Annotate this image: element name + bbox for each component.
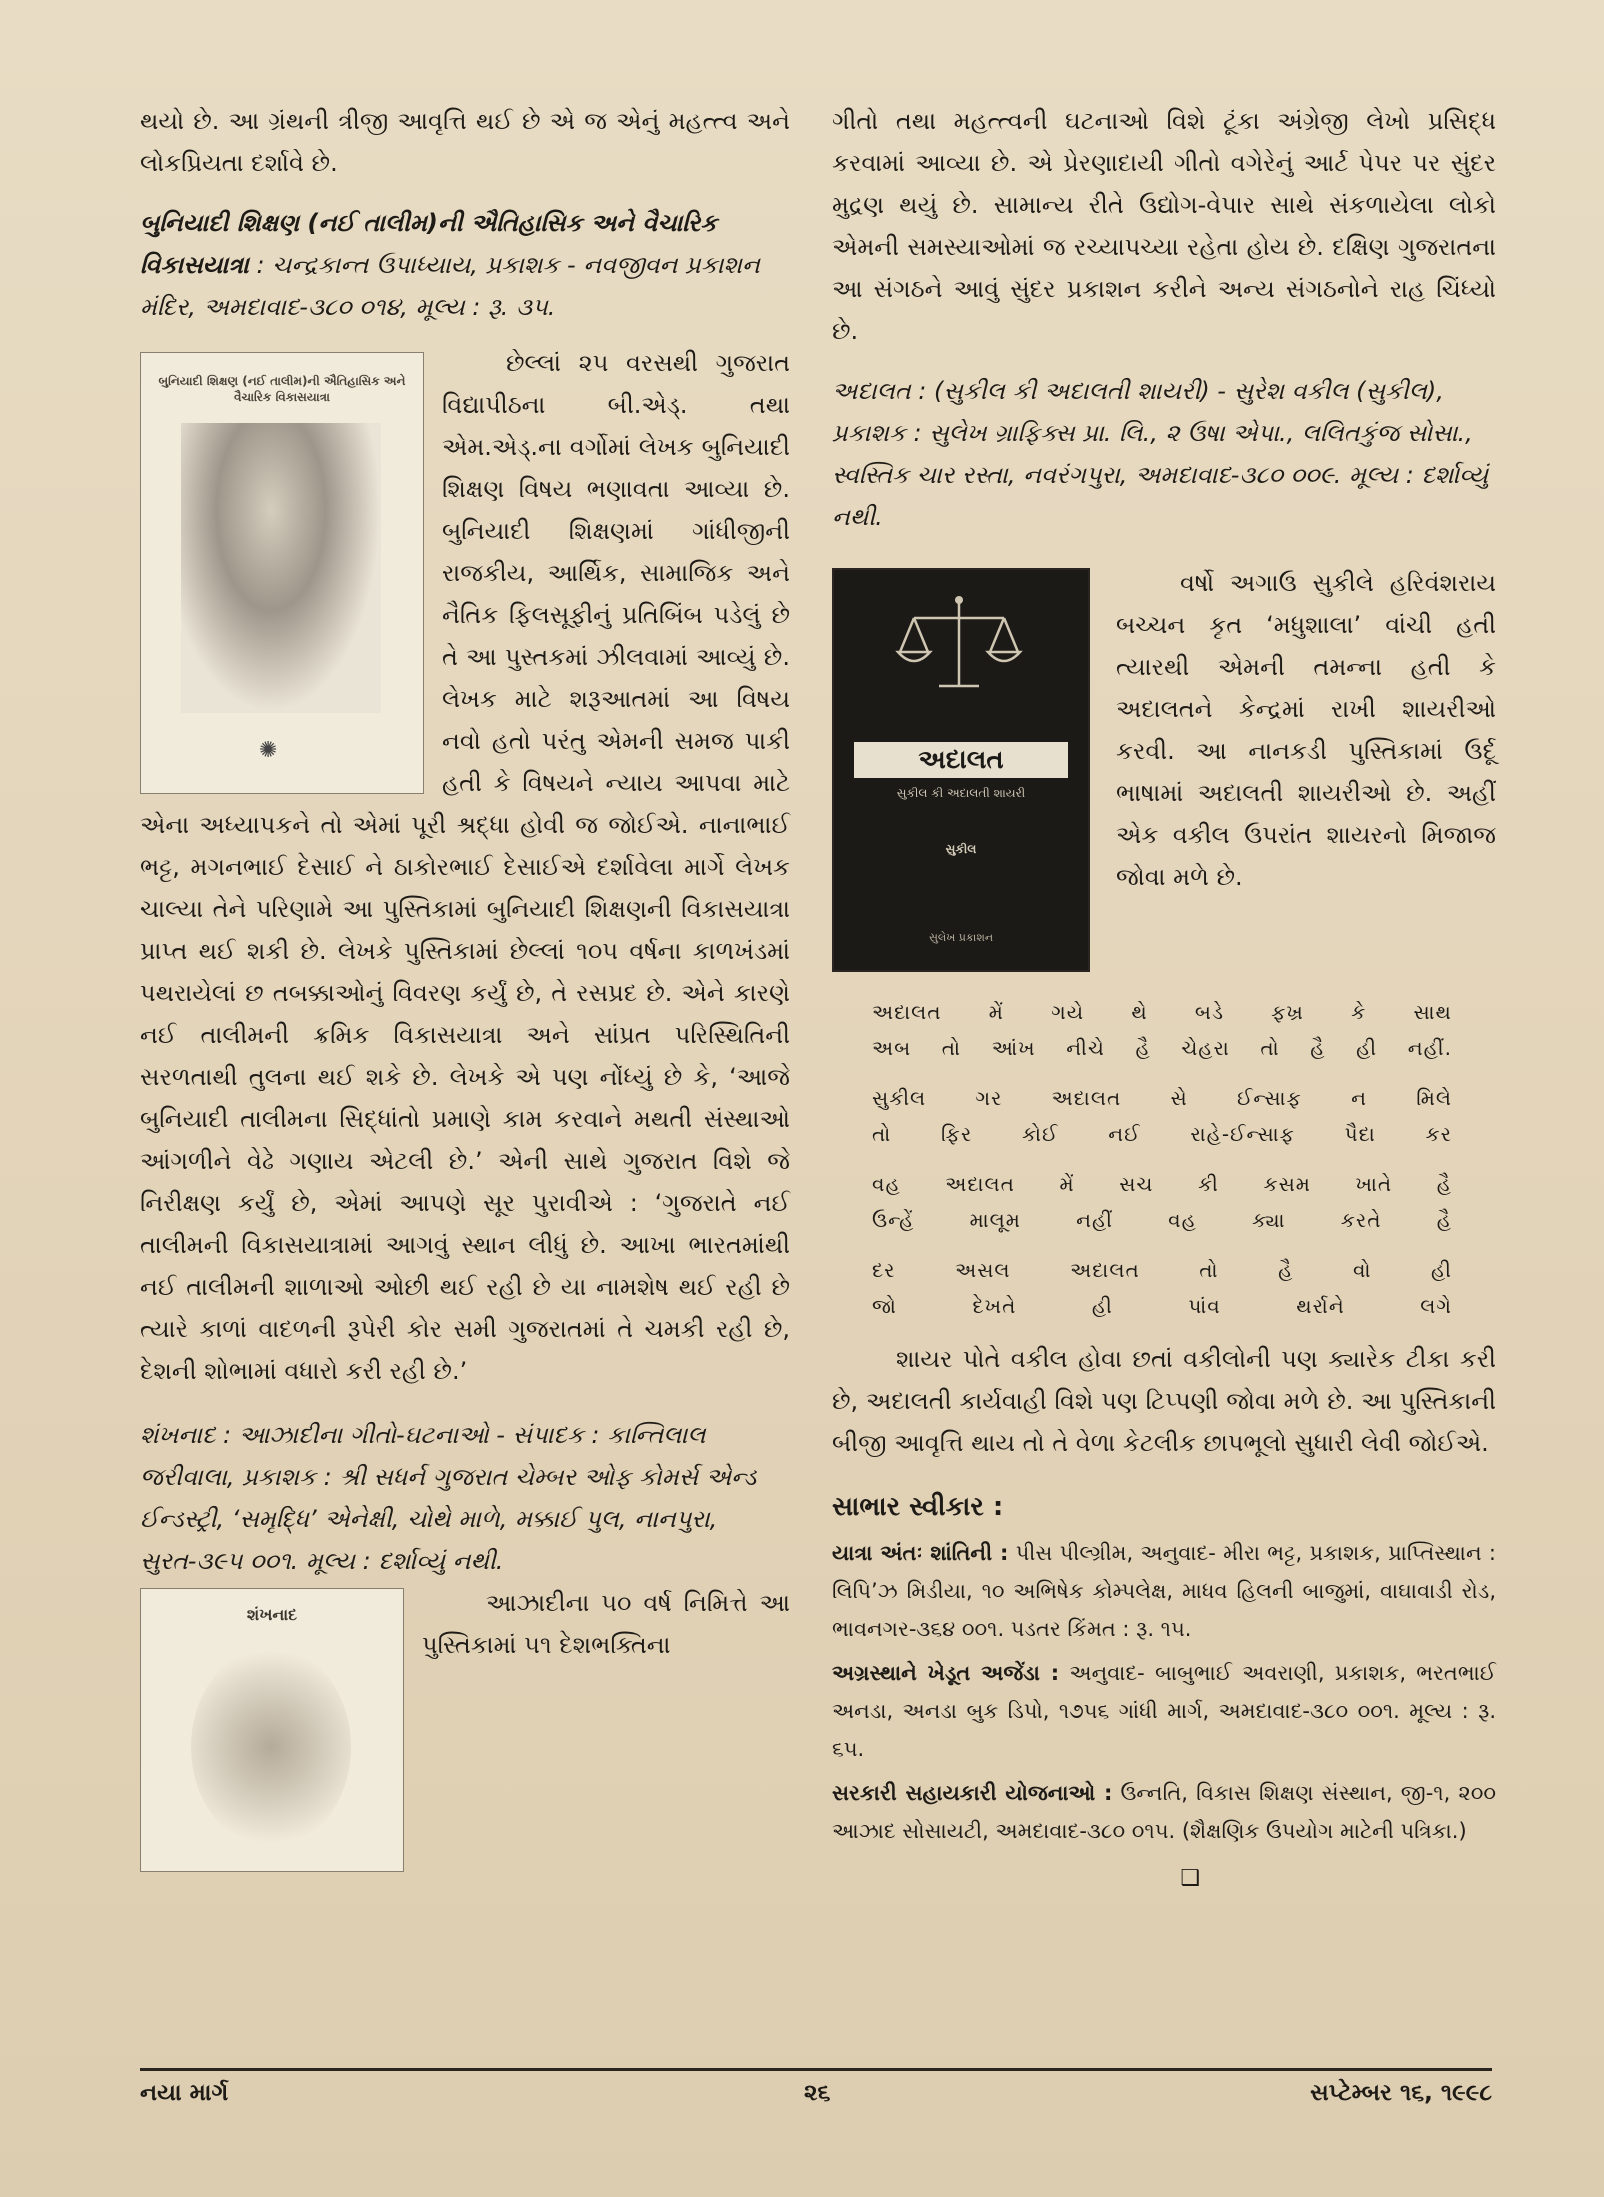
issue-date: સપ્ટેમ્બર ૧૬, ૧૯૯૮ [1310, 2080, 1492, 2106]
magazine-name: નયા માર્ગ [140, 2080, 229, 2106]
acknowledgement-item [832, 1774, 1496, 1850]
poem-word: અદાલત [945, 1172, 1015, 1196]
review-continued: ગીતો તથા મહત્ત્વની ઘટનાઓ વિશે ટૂંકા અંગ્રેજી લેખો પ્રસિદ્ધ કરવામાં આવ્યા છે. એ પ્રેરણાદાયી ગીતો વગેરેનું આર્ટ પેપર પર સુંદર મુદ્રણ થયું છે. સામાન્ય રીતે ઉદ્યોગ-વેપાર સાથે સંકળાયેલા લોકો એમની સમસ્યાઓમાં જ રચ્યાપચ્યા રહેતા હોય છે. દક્ષિણ ગુજરાતના આ સંગઠને આવું સુંદર પ્રકાશન કરીને અન્ય સંગઠનોને રાહ ચિંધ્યો છે. [832, 107, 1496, 345]
cover-title: અદાલત [854, 742, 1068, 778]
poem-line [872, 1252, 1452, 1288]
review-body: વર્ષો અગાઉ સુકીલે હરિવંશરાય બચ્ચન કૃત ‘મધુશાલા’ વાંચી હતી ત્યારથી એમની તમન્ના હતી કે અદાલતને કેન્દ્રમાં રાખી શાયરીઓ કરવી. આ નાનકડી પુસ્તિકામાં ઉર્દૂ ભાષામાં અદાલતી શાયરીઓ છે. અહીં એક વકીલ ઉપરાંત શાયરનો મિજાજ જોવા મળે છે. [1116, 569, 1496, 891]
poem-word: અસલ [955, 1258, 1011, 1282]
ack-book-details: અનુવાદ- બાબુભાઈ અવરાણી, પ્રકાશક, ભરતભાઈ અનડા, અનડા બુક ડિપો, ૧૭૫૬ ગાંધી માર્ગ, અમદાવાદ-૩૮૦ ૦૦૧. મૂલ્ય : રૂ. ૬૫. [832, 1661, 1496, 1761]
poem-word: સે [1170, 1086, 1188, 1110]
poem-word: દર [872, 1258, 896, 1282]
review-heading-buniyadi [140, 202, 790, 328]
poem-word: નહીં [1076, 1208, 1113, 1232]
footer-rule [140, 2068, 1492, 2071]
poem-word: ન [1351, 1086, 1367, 1110]
poem-word: થર્રાને [1296, 1294, 1345, 1318]
acknowledgement-item [832, 1534, 1496, 1648]
right-column [832, 100, 1496, 1891]
end-mark-icon: ❑ [1180, 1866, 1200, 1891]
poem-couplet [872, 1080, 1452, 1152]
portrait-image [181, 423, 381, 713]
poem-word: હી [1356, 1036, 1378, 1060]
cover-title: શંખનાદ [246, 1605, 298, 1624]
poem-word: ફિર [941, 1122, 973, 1146]
poem-line [872, 994, 1452, 1030]
poem-word: ક્યા [1252, 1208, 1286, 1232]
poem-word: લગે [1420, 1294, 1452, 1318]
poem-line [872, 1030, 1452, 1066]
poem-word: હૈ [1436, 1172, 1452, 1196]
poem-word: ઈન્સાફ [1236, 1086, 1302, 1110]
book-cover-adalat [832, 568, 1090, 972]
poem-word: અદાલત [872, 1000, 942, 1024]
poem-word: ચેહરા [1181, 1036, 1230, 1060]
poem-line [872, 1116, 1452, 1152]
review-heading-shankhnad: શંખનાદ : આઝાદીના ગીતો-ઘટનાઓ - સંપાદક : કાન્તિલાલ જરીવાલા, પ્રકાશક : શ્રી સધર્ન ગુજરાત ચેમ્બર ઓફ કોમર્સ એન્ડ ઈન્ડસ્ટ્રી, ‘સમૃદ્ધિ’ એનેક્ષી, ચોથે માળે, મક્કાઈ પુલ, નાનપુરા, સુરત-૩૯૫ ૦૦૧. મૂલ્ય : દર્શાવ્યું નથી. [140, 1421, 757, 1575]
poem-word: નઈ [1108, 1122, 1141, 1146]
poem-word: ફખ્ર [1271, 1000, 1304, 1024]
scales-of-justice-icon [894, 590, 1024, 700]
poem-word: અદાલત [1070, 1258, 1140, 1282]
poem-word: કે [1351, 1000, 1367, 1024]
poem-line [872, 1202, 1452, 1238]
poem-couplet [872, 1166, 1452, 1238]
ack-book-details: ઉન્નતિ, વિકાસ શિક્ષણ સંસ્થાન, જી-૧, ૨૦૦ આઝાદ સોસાયટી, અમદાવાદ-૩૮૦ ૦૧૫. (શૈક્ષણિક ઉપયોગ માટેની પત્રિકા.) [832, 1781, 1497, 1843]
review-body-buniyadi [140, 342, 790, 1392]
poem-word: પૈદા [1344, 1122, 1376, 1146]
poem-word: વો [1352, 1258, 1372, 1282]
poem-word: કસમ [1263, 1172, 1311, 1196]
poem-word: વહ [872, 1172, 901, 1196]
poem-word: હૈ [1278, 1258, 1294, 1282]
poem-word: તો [872, 1122, 892, 1146]
poem-word: અબ [872, 1036, 912, 1060]
poem-couplet [872, 1252, 1452, 1324]
poem-word: મેં [1059, 1172, 1075, 1196]
poem-word: નીચે [1066, 1036, 1105, 1060]
poem-word: મિલે [1416, 1086, 1452, 1110]
poem-excerpt [872, 994, 1452, 1324]
poem-word: હી [1091, 1294, 1113, 1318]
poem-word: સચ [1119, 1172, 1154, 1196]
ack-book-name: અગ્રસ્થાને ખેડૂત અજેંડા : [832, 1661, 1060, 1685]
poem-couplet [872, 994, 1452, 1066]
poem-word: તો [1260, 1036, 1280, 1060]
review-body-shankhnad [140, 1582, 790, 1880]
poem-word: મેં [988, 1000, 1004, 1024]
cover-author: સુકીલ [945, 842, 977, 856]
poem-word: રાહે-ઈન્સાફ [1190, 1122, 1295, 1146]
poem-word: હૈ [1436, 1208, 1452, 1232]
poem-word: હૈ [1310, 1036, 1326, 1060]
review-body-adalat [832, 562, 1496, 980]
poem-line [872, 1166, 1452, 1202]
poem-word: સાથ [1413, 1000, 1452, 1024]
review-details: : ચન્દ્રકાન્ત ઉપાધ્યાય, પ્રકાશક - નવજીવન પ્રકાશન મંદિર, અમદાવાદ-૩૮૦ ૦૧૪, મૂલ્ય : રૂ. ૩૫. [140, 251, 760, 321]
review-title: બુનિયાદી શિક્ષણ (નઈ તાલીમ)ની ઐતિહાસિક અને વૈચારિક વિકાસયાત્રા [140, 209, 718, 279]
poem-word: કી [1198, 1172, 1219, 1196]
poem-word: કરતે [1340, 1208, 1382, 1232]
poem-word: જો [872, 1294, 897, 1318]
poem-word: સુકીલ [872, 1086, 927, 1110]
poem-word: પાંવ [1188, 1294, 1221, 1318]
page-number: ૨૬ [804, 2080, 831, 2106]
intro-paragraph: થયો છે. આ ગ્રંથની ત્રીજી આવૃત્તિ થઈ છે એ જ એનું મહત્ત્વ અને લોકપ્રિયતા દર્શાવે છે. [140, 107, 790, 177]
poem-word: અદાલત [1051, 1086, 1122, 1110]
cover-publisher: સુલેખ પ્રકાશન [928, 931, 994, 944]
book-cover-buniyadi [140, 352, 424, 794]
poem-word: આંખ [991, 1036, 1036, 1060]
acknowledgement-item [832, 1654, 1496, 1768]
review-body: આઝાદીના ૫૦ વર્ષ નિમિત્તે આ પુસ્તિકામાં ૫૧ દેશભક્તિના [422, 1589, 790, 1659]
poem-word: હૈ [1135, 1036, 1151, 1060]
poem-word: તો [1199, 1258, 1219, 1282]
poem-word: થે [1131, 1000, 1148, 1024]
poem-word: વહ [1168, 1208, 1197, 1232]
left-column [140, 100, 790, 1880]
poem-word: ઉન્હેં [872, 1208, 915, 1232]
emblem-icon: ✺ [259, 738, 278, 763]
poem-word: તો [941, 1036, 962, 1060]
poem-word: હી [1431, 1258, 1452, 1282]
ack-book-name: યાત્રા અંતઃ શાંતિની : [832, 1541, 1009, 1565]
cover-art-image [191, 1647, 351, 1847]
ack-book-details: પીસ પીલ્ગ્રીમ, અનુવાદ- મીરા ભટ્ટ, પ્રકાશક, પ્રાપ્તિસ્થાન : લિપિ’ઝ મિડીયા, ૧૦ અભિષેક કોમ્પલેક્ષ, માધવ હિલની બાજુમાં, વાઘાવાડી રોડ, ભાવનગર-૩૬૪ ૦૦૧. પડતર કિંમત : રૂ. ૧૫. [832, 1541, 1496, 1641]
review-body: છેલ્લાં ૨૫ વરસથી ગુજરાત વિદ્યાપીઠના બી.એડ્. તથા એમ.એડ્.ના વર્ગોમાં લેખક બુનિયાદી શિક્ષણ વિષય ભણાવતા આવ્યા છે. બુનિયાદી શિક્ષણમાં ગાંધીજીની રાજકીય, આર્થિક, સામાજિક અને નૈતિક ફિલસૂફીનું પ્રતિબિંબ પડેલું છે તે આ પુસ્તકમાં ઝીલવામાં આવ્યું છે. લેખક માટે શરૂઆતમાં આ વિષય નવો હતો પરંતુ એમની સમજ પાકી હતી કે વિષયને ન્યાય આપવા માટે એના અધ્યાપકને તો એમાં પૂરી શ્રદ્ધા હોવી જ જોઈએ. નાનાભાઈ ભટ્ટ, મગનભાઈ દેસાઈ ને ઠાકોરભાઈ દેસાઈએ દર્શાવેલા માર્ગે લેખક ચાલ્યા તેને પરિણામે આ પુસ્તિકામાં બુનિયાદી શિક્ષણની વિકાસયાત્રા પ્રાપ્ત થઈ શકી છે. લેખકે પુસ્તિકામાં છેલ્લાં ૧૦૫ વર્ષના કાળખંડમાં પથરાયેલાં છ તબક્કાઓનું વિવરણ કર્યું છે, તે રસપ્રદ છે. એને કારણે નઈ તાલીમની ક્રમિક વિકાસયાત્રા અને સાંપ્રત પરિસ્થિતિની સરળતાથી તુલના થઈ શકે છે. લેખકે એ પણ નોંધ્યું છે કે, ‘આજે બુનિયાદી તાલીમના સિદ્ધાંતો પ્રમાણે કામ કરવાને મથતી સંસ્થાઓ આંગળીને વેઢે ગણાય એટલી છે.’ એની સાથે ગુજરાત વિશે જે નિરીક્ષણ કર્યું છે, એમાં આપણે સૂર પુરાવીએ : ‘ગુજરાતે નઈ તાલીમની વિકાસયાત્રામાં આગવું સ્થાન લીધું છે. આખા ભારતમાંથી નઈ તાલીમની શાળાઓ ઓછી થઈ રહી છે યા નામશેષ થઈ રહી છે ત્યારે કાળાં વાદળની રૂપેરી કોર સમી ગુજરાતમાં તે ચમકી રહી છે, દેશની શોભામાં વધારો કરી રહી છે.’ [140, 349, 790, 1385]
poem-line [872, 1080, 1452, 1116]
poem-word: બડે [1194, 1000, 1224, 1024]
poem-word: ખાતે [1355, 1172, 1393, 1196]
review-heading-adalat: અદાલત : (સુકીલ કી અદાલતી શાયરી) - સુરેશ વકીલ (સુકીલ), પ્રકાશક : સુલેખ ગ્રાફિક્સ પ્રા. લિ., ૨ ઉષા એપા., લલિતકુંજ સોસા., સ્વસ્તિક ચાર રસ્તા, નવરંગપુરા, અમદાવાદ-૩૮૦ ૦૦૯. મૂલ્ય : દર્શાવ્યું નથી. [832, 377, 1489, 531]
poem-word: દેખતે [972, 1294, 1017, 1318]
cover-subtitle: સુકીલ કી અદાલતી શાયરી [896, 786, 1026, 800]
book-cover-shankhnad [140, 1588, 404, 1872]
poem-word: કોઈ [1021, 1122, 1059, 1146]
acknowledgement-title: સાભાર સ્વીકાર : [832, 1492, 1004, 1522]
poem-line [872, 1288, 1452, 1324]
review-closing: શાયર પોતે વકીલ હોવા છતાં વકીલોની પણ ક્યારેક ટીકા કરી છે, અદાલતી કાર્યવાહી વિશે પણ ટિપ્પણી જોવા મળે છે. આ પુસ્તિકાની બીજી આવૃત્તિ થાય તો તે વેળા કેટલીક છાપભૂલો સુધારી લેવી જોઈએ. [832, 1345, 1496, 1457]
acknowledgement-list [832, 1534, 1496, 1850]
poem-word: ગયે [1051, 1000, 1085, 1024]
poem-word: નહીં. [1407, 1036, 1452, 1060]
poem-word: કર [1425, 1122, 1452, 1146]
poem-word: ગર [975, 1086, 1003, 1110]
cover-title: બુનિયાદી શિક્ષણ (નઈ તાલીમ)ની ઐતિહાસિક અને વૈચારિક વિકાસયાત્રા [158, 374, 406, 404]
ack-book-name: સરકારી સહાયકારી યોજનાઓ : [832, 1781, 1113, 1805]
poem-word: માલૂમ [969, 1208, 1021, 1232]
